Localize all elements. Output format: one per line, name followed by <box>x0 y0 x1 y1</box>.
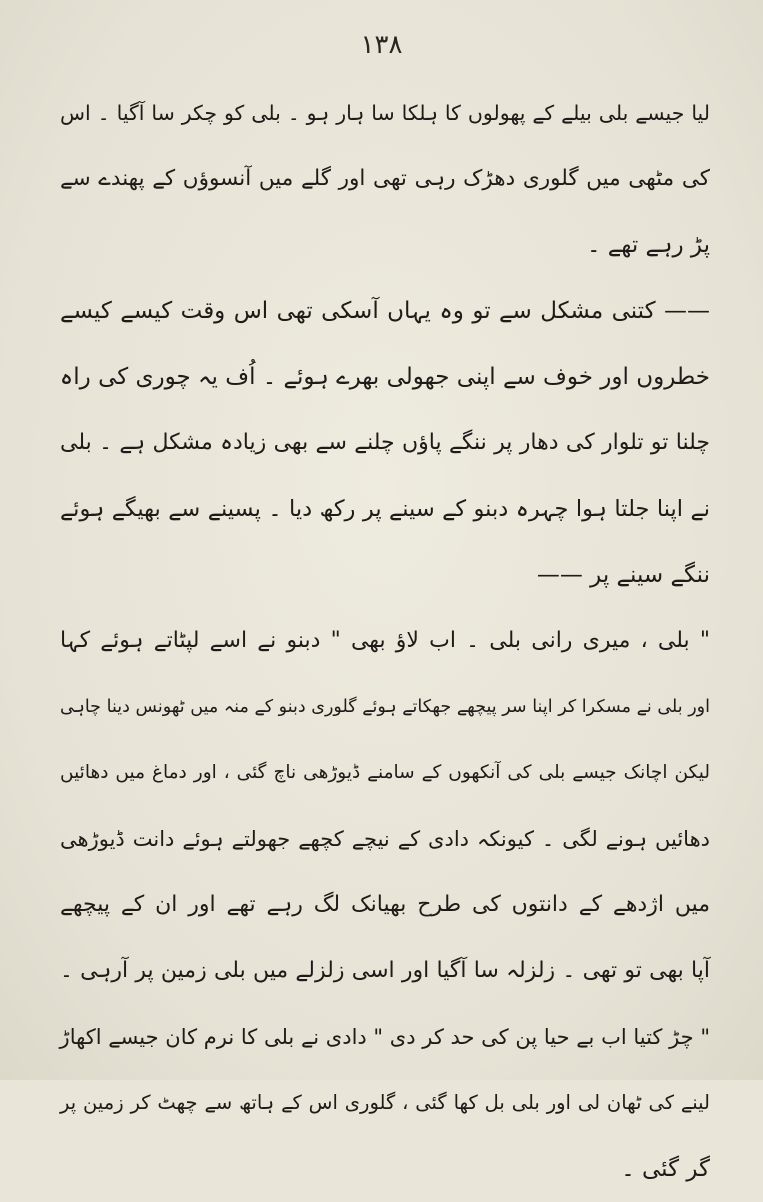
text-line: پڑ رہے تھے ۔ <box>586 232 710 258</box>
text-line: دھائیں ہونے لگی ۔ کیونکہ دادی کے نیچے کچھے جھولتے ہوئے دانت ڈیوڑھی <box>60 827 710 851</box>
text-line: آپا بھی تو تھی ۔ زلزلہ سا آگیا اور اسی زلزلے میں بلی زمین پر آرہی ۔ <box>60 958 710 983</box>
text-line: لینے کی ٹھان لی اور بلی بل کھا گئی ، گلوری اس کے ہاتھ سے چھٹ کر زمین پر <box>60 1091 710 1114</box>
page-number: ١٣٨ <box>360 30 403 60</box>
text-line: چلنا تو تلوار کی دھار پر ننگے پاؤں چلنے سے بھی زیادہ مشکل ہے ۔ بلی <box>60 430 710 455</box>
text-line: گر گئی ۔ <box>621 1156 710 1182</box>
text-line: " چڑ کتیا اب بے حیا پن کی حد کر دی " دادی نے بلی کا نرم کان جیسے اکھاڑ <box>59 1025 710 1049</box>
text-line: " بلی ، میری رانی بلی ۔ اب لاؤ بھی " دبنو نے اسے لپٹاتے ہوئے کہا <box>60 628 710 653</box>
text-line: لیکن اچانک جیسے بلی کی آنکھوں کے سامنے ڈیوڑھی ناچ گئی ، اور دماغ میں دھائیں <box>60 762 710 783</box>
text-line: نے اپنا جلتا ہوا چہرہ دبنو کے سینے پر رکھ دیا ۔ پسینے سے بھیگے ہوئے <box>60 496 710 522</box>
text-line: کی مٹھی میں گلوری دھڑک رہی تھی اور گلے میں آنسوؤں کے پھندے سے <box>60 166 710 191</box>
text-line: اور بلی نے مسکرا کر اپنا سر پیچھے جھکاتے ہوئے گلوری دبنو کے منہ میں ٹھونس دینا چاہی <box>60 697 710 717</box>
text-line: ننگے سینے پر —— <box>536 562 710 588</box>
text-line: خطروں اور خوف سے اپنی جھولی بھرے ہوئے ۔ اُف یہ چوری کی راہ <box>59 364 710 390</box>
page-text <box>60 80 710 1202</box>
text-line: —— کتنی مشکل سے تو وہ یہاں آسکی تھی اس وقت کیسے کیسے <box>60 298 710 324</box>
text-line: لیا جیسے بلی بیلے کے پھولوں کا ہلکا سا ہار ہو ۔ بلی کو چکر سا آگیا ۔ اس <box>60 101 710 125</box>
text-line: میں اژدھے کے دانتوں کی طرح بھیانک لگ رہے تھے اور ان کے پیچھے <box>60 892 710 917</box>
